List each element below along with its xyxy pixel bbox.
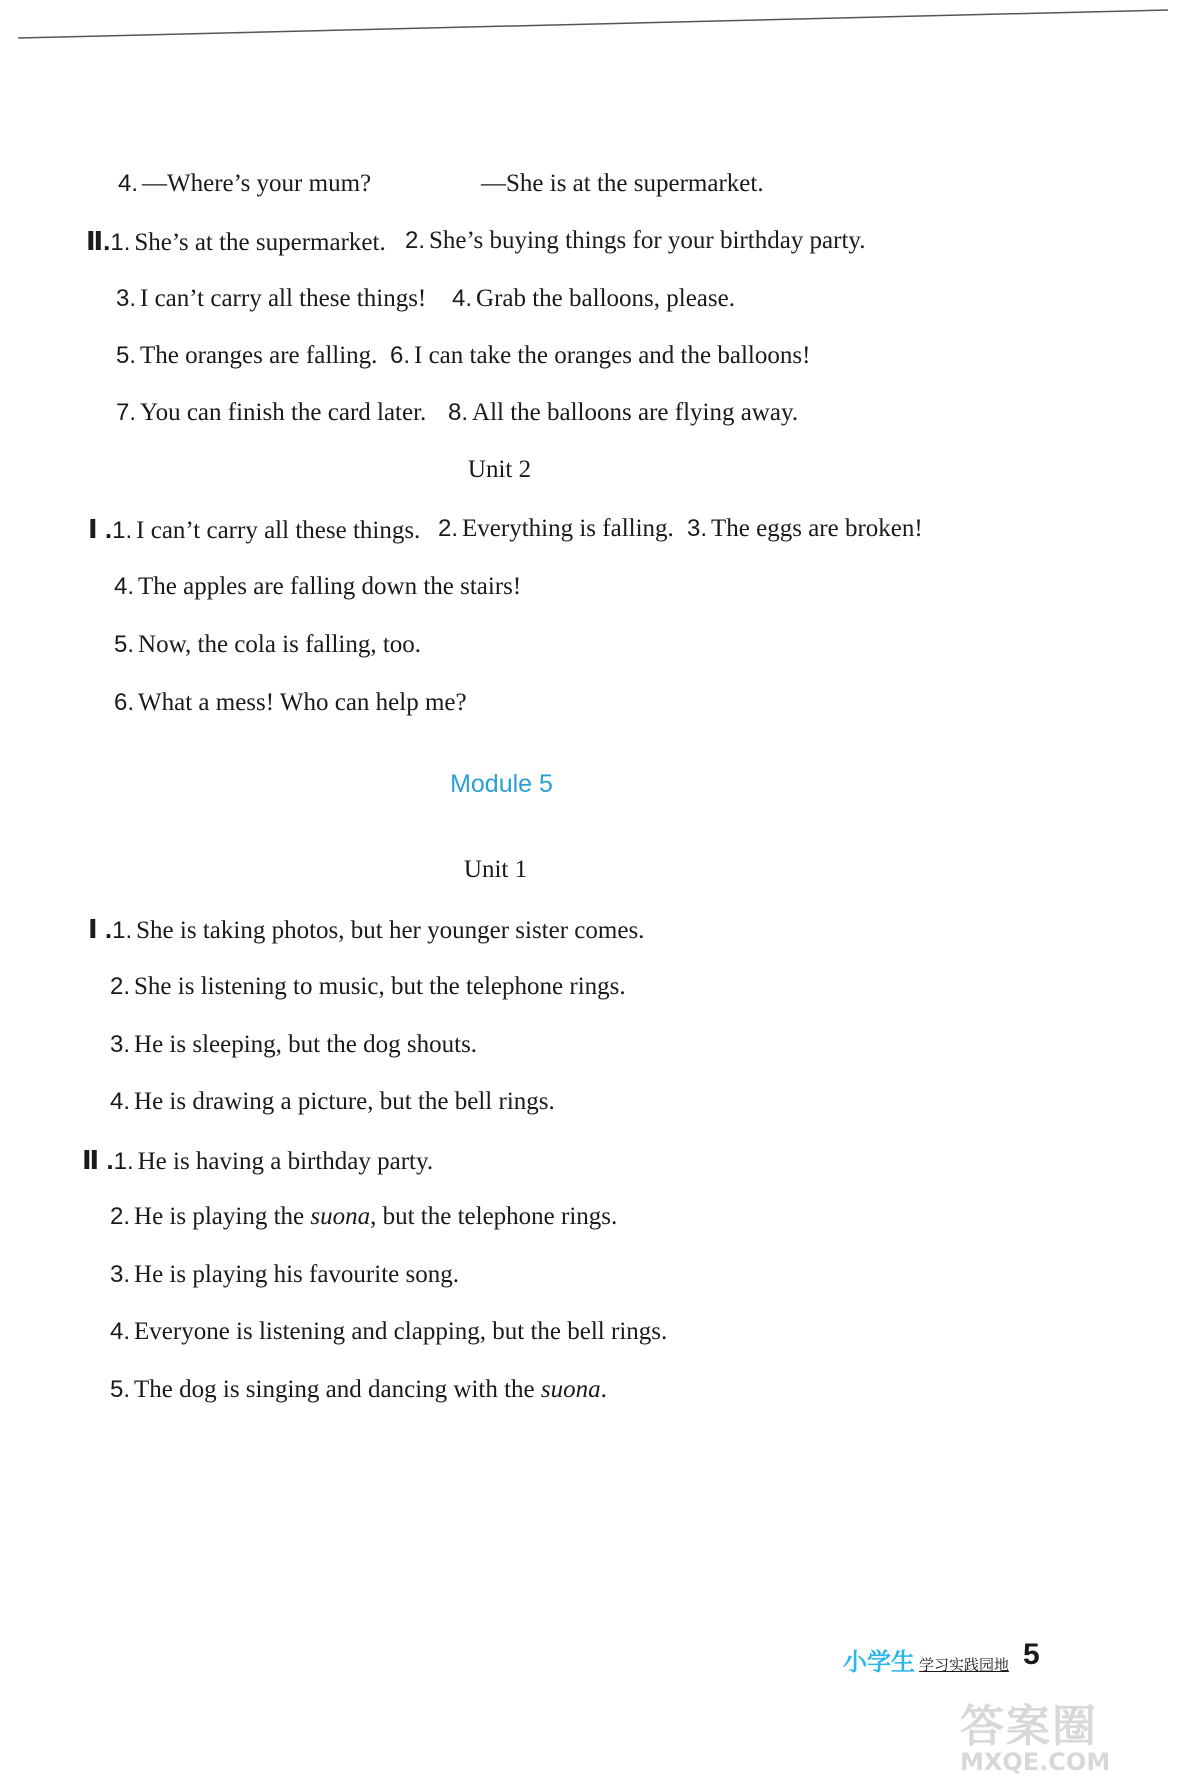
answer-line	[110, 1317, 667, 1347]
answer-line	[110, 1202, 617, 1232]
answer-text: The eggs are broken!	[711, 515, 923, 542]
item-number: 5.	[110, 1376, 131, 1403]
answer-text: The dog is singing and dancing with the	[134, 1376, 541, 1403]
answer-line	[110, 1087, 555, 1117]
answer-text: She’s buying things for your birthday party.	[429, 227, 866, 254]
italic-term: suona	[540, 1376, 601, 1403]
footer-subtitle: 学习实践园地	[919, 1656, 1010, 1674]
item-number: 2.	[405, 227, 426, 254]
item-number: 3.	[110, 1031, 131, 1058]
item-number: 4.	[452, 285, 473, 312]
watermark-url: MXQE.COM	[960, 1748, 1111, 1776]
answer-line	[114, 572, 521, 602]
watermark	[960, 1690, 1180, 1790]
answer-text: I can’t carry all these things!	[140, 285, 427, 312]
answer-text: He is playing the	[134, 1203, 311, 1230]
answer-line: Ⅰ .1. She is taking photos, but her younger sister comes.	[88, 914, 645, 944]
item-number: 1.	[112, 917, 133, 944]
item-number: 2.	[438, 515, 459, 542]
answer-text: He is drawing a picture, but the bell rings.	[134, 1088, 555, 1115]
italic-term: suona	[310, 1203, 371, 1230]
item-number: 1.	[112, 517, 133, 544]
answer-line	[114, 688, 467, 718]
answer-text: What a mess! Who can help me?	[138, 689, 467, 716]
answer-line	[438, 514, 674, 544]
item-number: 2.	[110, 973, 131, 1000]
answer-line: Ⅰ .1. I can’t carry all these things.	[88, 514, 421, 544]
answer-text: She is listening to music, but the telephone rings.	[134, 973, 626, 1000]
item-number: 8.	[448, 399, 469, 426]
answer-line	[118, 169, 371, 199]
answer-text: Grab the balloons, please.	[476, 285, 735, 312]
answer-line	[116, 341, 377, 371]
answer-line: Ⅱ.1. She’s at the supermarket.	[86, 226, 386, 256]
answer-line: Ⅱ .1. He is having a birthday party.	[82, 1145, 434, 1175]
answer-line	[390, 341, 810, 371]
item-number: 4.	[110, 1088, 131, 1115]
section-marker: Ⅰ	[88, 514, 98, 544]
answer-line	[114, 630, 421, 660]
unit-heading: Unit 2	[467, 456, 532, 483]
answer-text: Everything is falling.	[462, 515, 674, 542]
footer-brand: 小学生	[843, 1648, 915, 1676]
answer-text: You can finish the card later.	[140, 399, 427, 426]
item-number: 2.	[110, 1203, 131, 1230]
module-heading: Module 5	[450, 770, 553, 798]
watermark-text: 答案圈	[960, 1701, 1098, 1752]
item-number: 4.	[118, 170, 139, 197]
answer-text: , but the telephone rings.	[370, 1203, 618, 1230]
answer-line	[110, 1375, 607, 1405]
unit-heading: Unit 1	[463, 856, 528, 883]
answer-line	[481, 169, 764, 199]
answer-line	[452, 284, 735, 314]
answer-line	[110, 1260, 459, 1290]
answer-text: She is taking photos, but her younger sister comes.	[136, 917, 645, 944]
answer-line	[687, 514, 923, 544]
answer-text: —She is at the supermarket.	[481, 170, 764, 197]
item-number: 6.	[114, 689, 135, 716]
answer-text: Now, the cola is falling, too.	[138, 631, 422, 658]
answer-text: He is sleeping, but the dog shouts.	[134, 1031, 478, 1058]
answer-text: I can’t carry all these things.	[136, 517, 421, 544]
section-marker: Ⅱ	[82, 1145, 100, 1175]
item-number: 1.	[110, 229, 131, 256]
answer-text: I can take the oranges and the balloons!	[414, 342, 811, 369]
answer-line	[116, 398, 426, 428]
answer-text: All the balloons are flying away.	[472, 399, 799, 426]
item-number: 7.	[116, 399, 137, 426]
section-marker: Ⅰ	[88, 914, 98, 944]
section-marker: Ⅱ	[86, 226, 104, 256]
answer-line	[110, 1030, 477, 1060]
page-number: 5	[1023, 1638, 1040, 1671]
answer-text: The oranges are falling.	[140, 342, 378, 369]
answer-text: The apples are falling down the stairs!	[138, 573, 522, 600]
answer-text: She’s at the supermarket.	[134, 229, 386, 256]
answer-text: .	[600, 1376, 607, 1403]
item-number: 4.	[110, 1318, 131, 1345]
item-number: 3.	[116, 285, 137, 312]
answer-line	[110, 972, 626, 1002]
top-divider-line	[18, 0, 1168, 60]
footer-brand-block	[843, 1642, 1009, 1677]
item-number: 5.	[116, 342, 137, 369]
question-text: —Where’s your mum?	[142, 170, 372, 197]
item-number: 1.	[113, 1148, 134, 1175]
answer-line	[405, 226, 866, 256]
item-number: 6.	[390, 342, 411, 369]
item-number: 3.	[687, 515, 708, 542]
answer-line	[116, 284, 426, 314]
answer-line	[448, 398, 798, 428]
answer-text: He is having a birthday party.	[137, 1148, 434, 1175]
answer-text: Everyone is listening and clapping, but the bell rings.	[134, 1318, 668, 1345]
answer-text: He is playing his favourite song.	[134, 1261, 459, 1288]
item-number: 4.	[114, 573, 135, 600]
item-number: 5.	[114, 631, 135, 658]
item-number: 3.	[110, 1261, 131, 1288]
